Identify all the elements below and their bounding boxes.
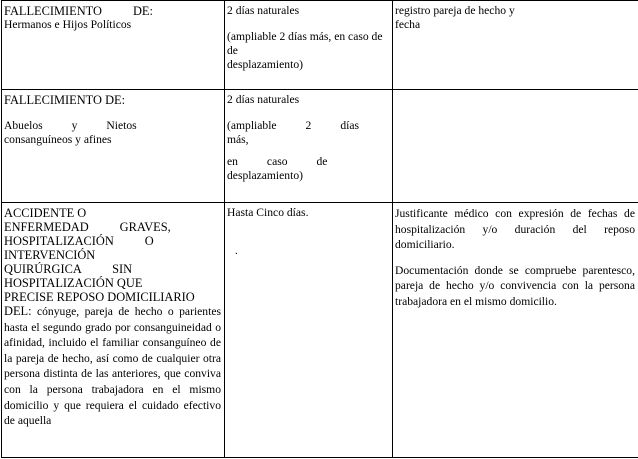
duration-line: más, bbox=[227, 133, 249, 146]
table-row bbox=[2, 90, 638, 203]
concept-title: FALLECIMIENTO DE: bbox=[4, 93, 126, 107]
documentation-line: registro pareja de hecho y bbox=[395, 4, 515, 17]
concept-title: FALLECIMIENTO DE: bbox=[4, 4, 153, 18]
duration-line: en caso de bbox=[227, 155, 328, 168]
cell-duration bbox=[225, 203, 393, 458]
concept-caps-line: INTERVENCIÓN bbox=[4, 248, 96, 262]
cell-documentation bbox=[393, 1, 638, 90]
duration-line: Hasta Cinco días. bbox=[227, 206, 309, 219]
duration-dot: . bbox=[235, 245, 238, 257]
duration-line: de bbox=[227, 44, 238, 57]
cell-duration bbox=[225, 1, 393, 90]
concept-caps-line: ENFERMEDAD GRAVES, bbox=[4, 220, 171, 234]
cell-concept bbox=[2, 1, 225, 90]
cell-concept bbox=[2, 203, 225, 458]
documentation-paragraph: Documentación donde se compruebe parentesco, pareja de hecho y/o convivencia con la persona trabajadora en el mismo domicilio. bbox=[395, 263, 635, 308]
concept-subtitle: Abuelos y Nietos bbox=[4, 119, 137, 132]
duration-line: desplazamiento) bbox=[227, 169, 303, 182]
concept-caps-line: HOSPITALIZACIÓN O bbox=[4, 234, 154, 248]
duration-line: (ampliable 2 días bbox=[227, 119, 360, 132]
table-row bbox=[2, 203, 638, 458]
concept-body-text: cónyuge, pareja de hecho o parientes hasta el segundo grado por consanguineidad o afinidad, incluido el familiar consanguíneo de la pareja de hecho, así como de cualquier otra persona distinta de las anteriores, que conviva con la persona trabajadora en el mismo domicilio y que requiera el cuidado efectivo de aquella bbox=[4, 305, 221, 428]
cell-concept bbox=[2, 90, 225, 203]
duration-line: (ampliable 2 días más, en caso de bbox=[227, 30, 383, 43]
cell-documentation bbox=[393, 90, 638, 203]
concept-caps-line: ACCIDENTE O bbox=[4, 206, 87, 220]
concept-body bbox=[4, 304, 221, 429]
concept-caps-line: DEL: bbox=[4, 304, 32, 318]
cell-duration bbox=[225, 90, 393, 203]
documentation-paragraph: Justificante médico con expresión de fechas de hospitalización y/o duración del reposo domiciliario. bbox=[395, 207, 635, 252]
concept-subtitle: consanguíneos y afines bbox=[4, 133, 112, 146]
concept-caps-line: HOSPITALIZACIÓN QUE bbox=[4, 276, 143, 290]
duration-line: 2 días naturales bbox=[227, 4, 300, 17]
leave-table bbox=[1, 0, 638, 458]
concept-caps-line: QUIRÚRGICA SIN bbox=[4, 262, 133, 276]
duration-line: desplazamiento) bbox=[227, 58, 303, 71]
concept-subtitle: Hermanos e Hijos Políticos bbox=[4, 18, 132, 31]
table-row bbox=[2, 1, 638, 90]
documentation-line: fecha bbox=[395, 18, 421, 31]
concept-caps-line: PRECISE REPOSO DOMICILIARIO bbox=[4, 290, 195, 304]
cell-documentation bbox=[393, 203, 638, 458]
duration-line: 2 días naturales bbox=[227, 93, 300, 106]
